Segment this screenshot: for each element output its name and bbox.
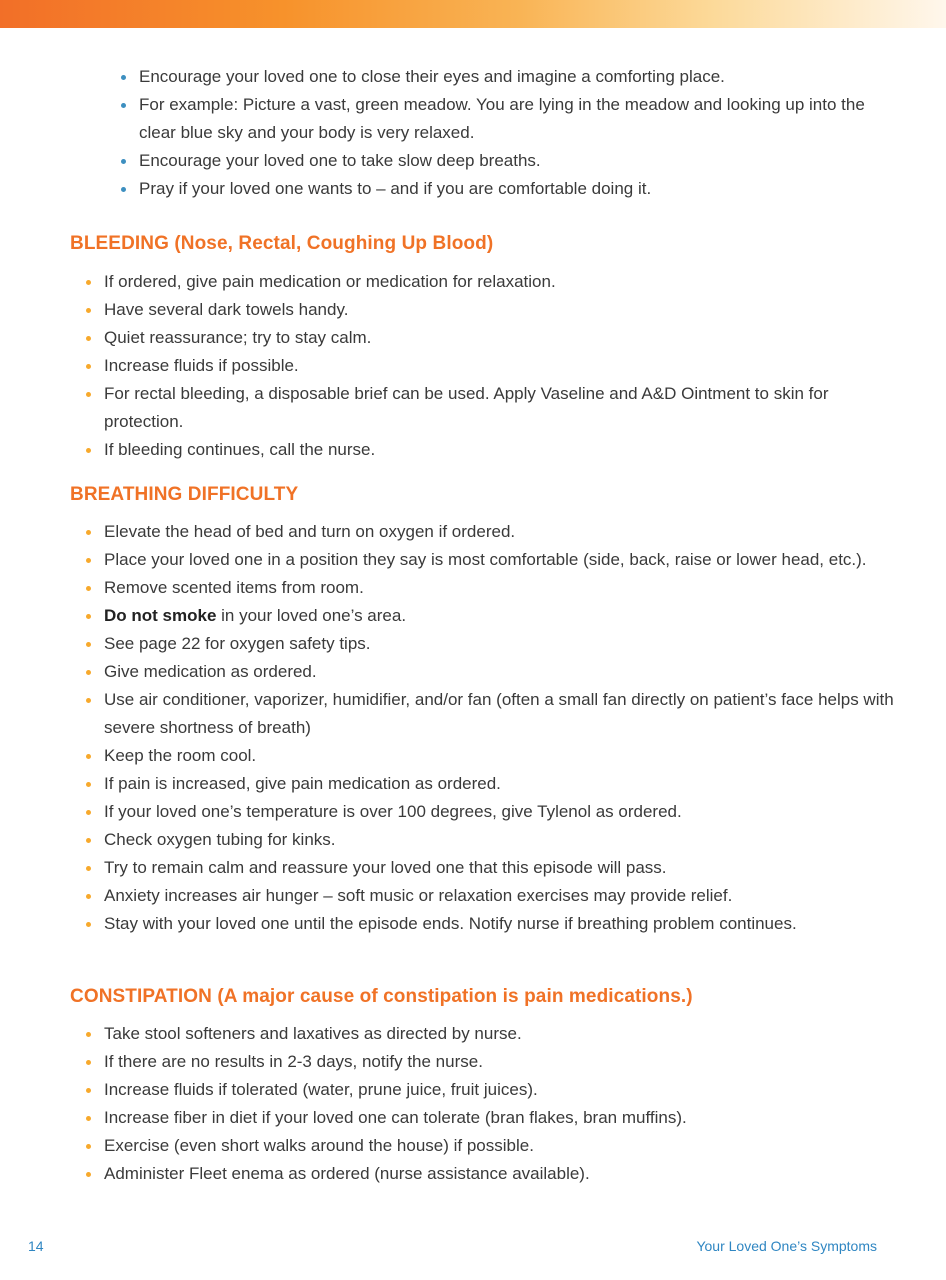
list-item-text: Take stool softeners and laxatives as directed by nurse.	[104, 1024, 522, 1043]
list-item-text: Anxiety increases air hunger – soft music or relaxation exercises may provide relief.	[104, 886, 733, 905]
list-item-text: If your loved one’s temperature is over 100 degrees, give Tylenol as ordered.	[104, 802, 682, 821]
list-item	[104, 630, 894, 658]
list-item-text: If there are no results in 2-3 days, notify the nurse.	[104, 1052, 483, 1071]
list-item	[104, 1104, 894, 1132]
list-item	[104, 686, 894, 742]
list-item	[139, 63, 899, 91]
bullet-icon	[121, 159, 126, 164]
bullet-icon	[86, 838, 91, 843]
list-item-text: Try to remain calm and reassure your loved one that this episode will pass.	[104, 858, 667, 877]
list-item	[104, 1160, 894, 1188]
list-item-text: If pain is increased, give pain medication as ordered.	[104, 774, 501, 793]
list-item-text: Keep the room cool.	[104, 746, 257, 765]
bullet-icon	[86, 1116, 91, 1121]
list-item	[104, 742, 894, 770]
list-item-text: Quiet reassurance; try to stay calm.	[104, 328, 372, 347]
list-item-text: Exercise (even short walks around the house) if possible.	[104, 1136, 534, 1155]
list-item	[104, 826, 894, 854]
list-item-text: in your loved one’s area.	[216, 606, 407, 625]
list-item	[104, 518, 894, 546]
bullet-icon	[86, 1144, 91, 1149]
list-item	[104, 658, 894, 686]
bullet-icon	[86, 614, 91, 619]
list-item	[104, 352, 894, 380]
list-item	[104, 770, 894, 798]
list-item	[104, 324, 894, 352]
section-heading-breathing: BREATHING DIFFICULTY	[70, 484, 299, 505]
list-item-text: Increase fluids if tolerated (water, prune juice, fruit juices).	[104, 1080, 538, 1099]
page-number: 14	[28, 1238, 44, 1254]
list-item-text: Remove scented items from room.	[104, 578, 364, 597]
list-item	[104, 1048, 894, 1076]
bleeding-list	[104, 268, 894, 464]
bullet-icon	[86, 1032, 91, 1037]
bullet-icon	[86, 1088, 91, 1093]
bullet-icon	[121, 187, 126, 192]
list-item	[104, 268, 894, 296]
footer-section-title: Your Loved One’s Symptoms	[696, 1238, 877, 1254]
list-item	[139, 175, 899, 203]
bullet-icon	[86, 866, 91, 871]
bullet-icon	[86, 336, 91, 341]
section-heading-constipation: CONSTIPATION (A major cause of constipation is pain medications.)	[70, 986, 693, 1007]
list-item-text: Use air conditioner, vaporizer, humidifier, and/or fan (often a small fan directly on patient’s face helps with severe shortness of breath)	[104, 690, 894, 737]
list-item	[104, 296, 894, 324]
bullet-icon	[86, 448, 91, 453]
list-item-text: Encourage your loved one to take slow deep breaths.	[139, 151, 541, 170]
bullet-icon	[86, 1172, 91, 1177]
bullet-icon	[121, 103, 126, 108]
list-item-text: See page 22 for oxygen safety tips.	[104, 634, 371, 653]
list-item-text: If ordered, give pain medication or medication for relaxation.	[104, 272, 556, 291]
list-item	[104, 798, 894, 826]
bullet-icon	[86, 280, 91, 285]
list-item	[104, 1020, 894, 1048]
bullet-icon	[86, 754, 91, 759]
constipation-list	[104, 1020, 894, 1188]
intro-list	[139, 63, 899, 203]
list-item-text: Administer Fleet enema as ordered (nurse assistance available).	[104, 1164, 590, 1183]
bullet-icon	[86, 558, 91, 563]
list-item-text: Place your loved one in a position they say is most comfortable (side, back, raise or lower head, etc.).	[104, 550, 867, 569]
list-item	[104, 1132, 894, 1160]
list-item	[104, 910, 894, 938]
list-item-text: For example: Picture a vast, green meadow. You are lying in the meadow and looking up into the clear blue sky and your body is very relaxed.	[139, 95, 865, 142]
bullet-icon	[121, 75, 126, 80]
bullet-icon	[86, 308, 91, 313]
list-item-emphasis: Do not smoke	[104, 606, 217, 625]
list-item	[104, 574, 894, 602]
list-item	[104, 380, 894, 436]
list-item-text: If bleeding continues, call the nurse.	[104, 440, 376, 459]
bullet-icon	[86, 1060, 91, 1065]
list-item-text: Have several dark towels handy.	[104, 300, 349, 319]
list-item	[139, 91, 899, 147]
header-gradient-bar	[0, 0, 946, 28]
bullet-icon	[86, 810, 91, 815]
list-item-text: For rectal bleeding, a disposable brief can be used. Apply Vaseline and A&D Ointment to skin for protection.	[104, 384, 829, 431]
breathing-list	[104, 518, 894, 938]
bullet-icon	[86, 922, 91, 927]
bullet-icon	[86, 782, 91, 787]
bullet-icon	[86, 894, 91, 899]
list-item-text: Increase fiber in diet if your loved one can tolerate (bran flakes, bran muffins).	[104, 1108, 687, 1127]
bullet-icon	[86, 364, 91, 369]
list-item-text: Stay with your loved one until the episode ends. Notify nurse if breathing problem continues.	[104, 914, 797, 933]
list-item	[104, 854, 894, 882]
list-item	[104, 882, 894, 910]
list-item	[104, 546, 894, 574]
list-item-text: Elevate the head of bed and turn on oxygen if ordered.	[104, 522, 516, 541]
list-item	[104, 602, 894, 630]
bullet-icon	[86, 530, 91, 535]
list-item	[104, 436, 894, 464]
bullet-icon	[86, 642, 91, 647]
list-item-text: Increase fluids if possible.	[104, 356, 299, 375]
section-heading-bleeding: BLEEDING (Nose, Rectal, Coughing Up Blood)	[70, 233, 494, 254]
list-item	[104, 1076, 894, 1104]
bullet-icon	[86, 670, 91, 675]
list-item-text: Encourage your loved one to close their eyes and imagine a comforting place.	[139, 67, 725, 86]
list-item-text: Give medication as ordered.	[104, 662, 317, 681]
bullet-icon	[86, 586, 91, 591]
list-item	[139, 147, 899, 175]
bullet-icon	[86, 698, 91, 703]
list-item-text: Pray if your loved one wants to – and if you are comfortable doing it.	[139, 179, 652, 198]
list-item-text: Check oxygen tubing for kinks.	[104, 830, 336, 849]
bullet-icon	[86, 392, 91, 397]
